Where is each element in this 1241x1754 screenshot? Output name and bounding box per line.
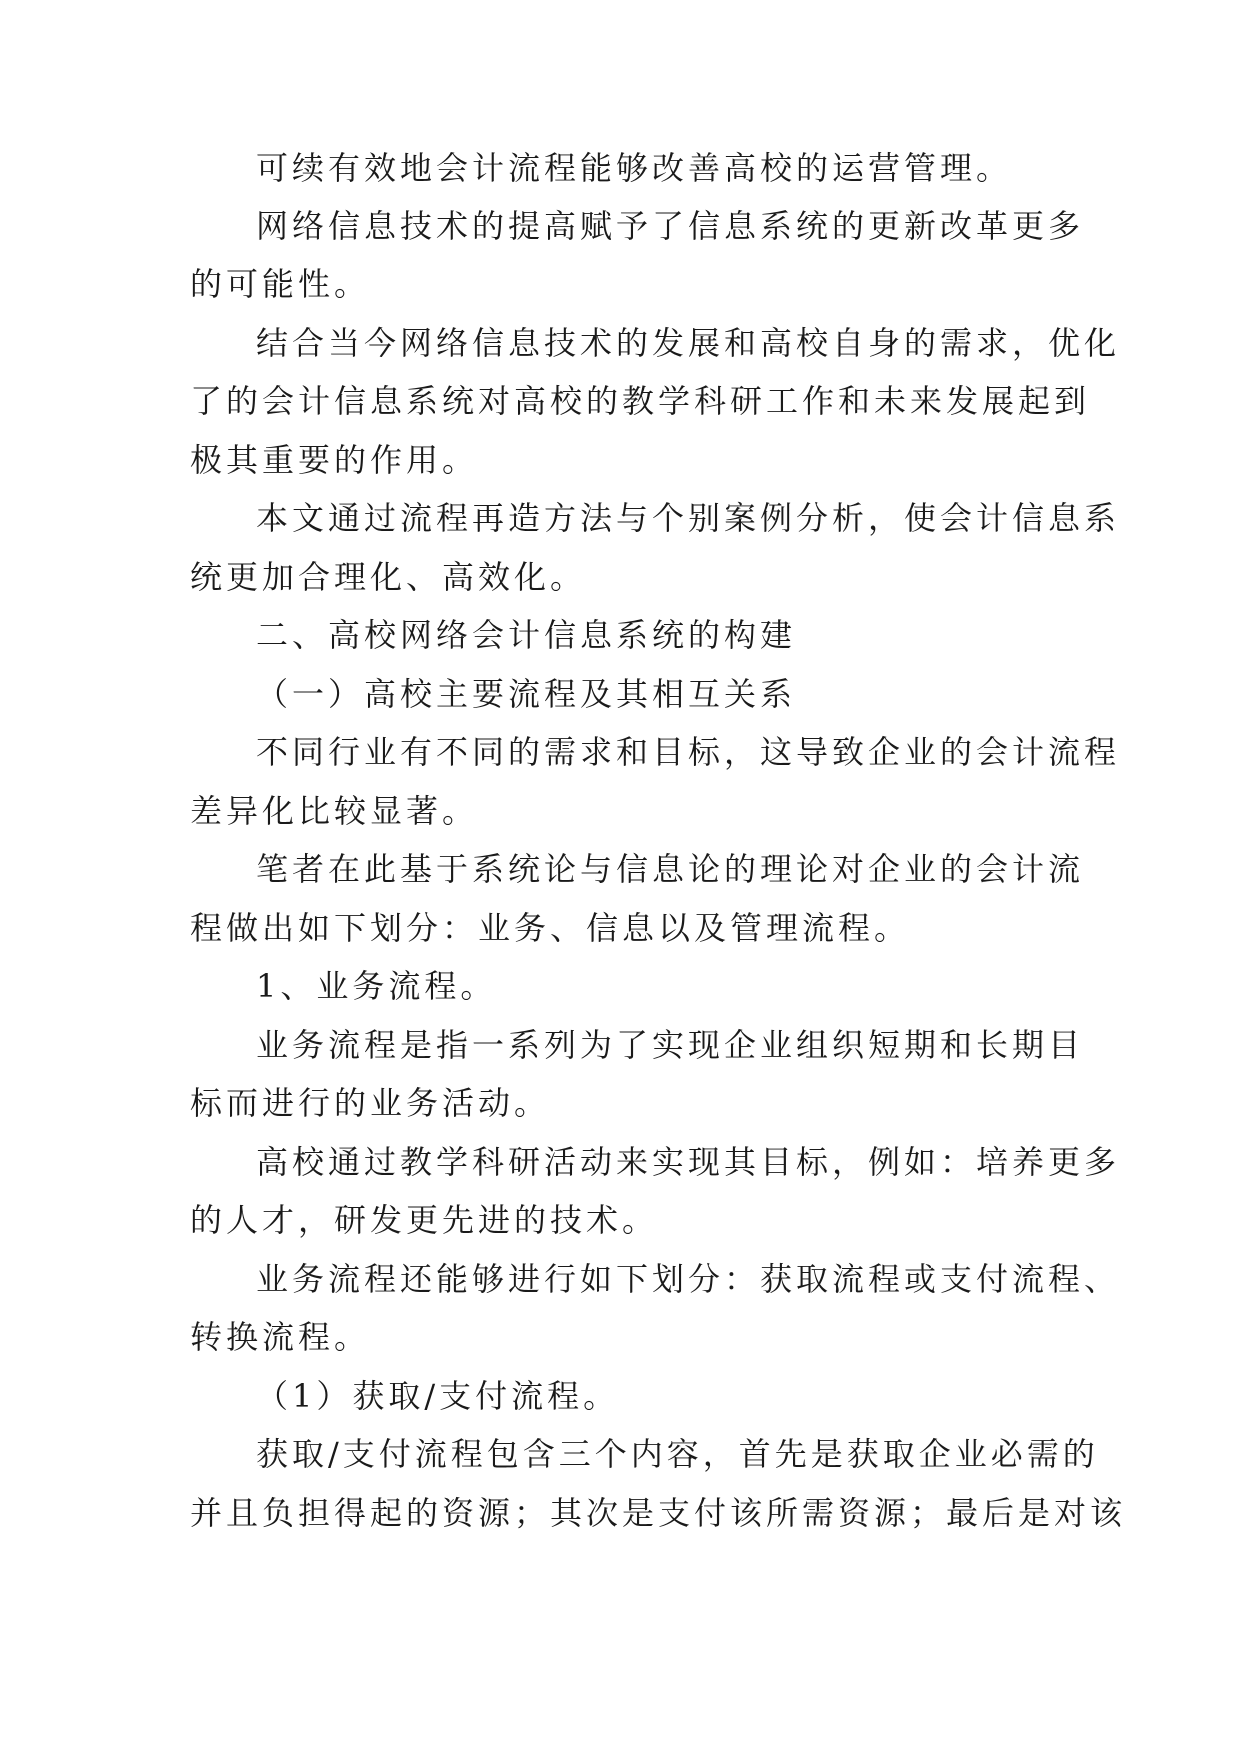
text-line: 高校通过教学科研活动来实现其目标，例如：培养更多 [256,1143,1121,1181]
text-line: 结合当今网络信息技术的发展和高校自身的需求，优化 [256,324,1121,362]
text-line: 网络信息技术的提高赋予了信息系统的更新改革更多 [256,207,1085,245]
text-line: 不同行业有不同的需求和目标，这导致企业的会计流程 [256,733,1121,771]
text-line: 的人才，研发更先进的技术。 [190,1201,659,1239]
text-line: 标而进行的业务活动。 [190,1084,551,1122]
subsection-heading: （一）高校主要流程及其相互关系 [256,675,797,713]
text-line: 笔者在此基于系统论与信息论的理论对企业的会计流 [256,850,1085,888]
text-line: 业务流程还能够进行如下划分：获取流程或支付流程、 [256,1260,1121,1298]
section-heading: 二、高校网络会计信息系统的构建 [256,616,797,654]
text-line: 了的会计信息系统对高校的教学科研工作和未来发展起到 [190,382,1091,420]
text-line: 可续有效地会计流程能够改善高校的运营管理。 [256,149,1013,187]
text-line: 统更加合理化、高效化。 [190,558,587,596]
text-line: 程做出如下划分：业务、信息以及管理流程。 [190,909,911,947]
text-line: 本文通过流程再造方法与个别案例分析，使会计信息系 [256,499,1121,537]
text-line: 业务流程是指一系列为了实现企业组织短期和长期目 [256,1026,1085,1064]
text-line: 转换流程。 [190,1318,371,1356]
numbered-heading: 1、业务流程。 [256,967,497,1005]
numbered-heading: （1）获取/支付流程。 [256,1377,620,1415]
text-line: 的可能性。 [190,265,371,303]
text-line: 极其重要的作用。 [190,441,479,479]
text-line: 并且负担得起的资源；其次是支付该所需资源；最后是对该 [190,1494,1127,1532]
text-line: 获取/支付流程包含三个内容，首先是获取企业必需的 [256,1435,1099,1473]
text-line: 差异化比较显著。 [190,792,479,830]
